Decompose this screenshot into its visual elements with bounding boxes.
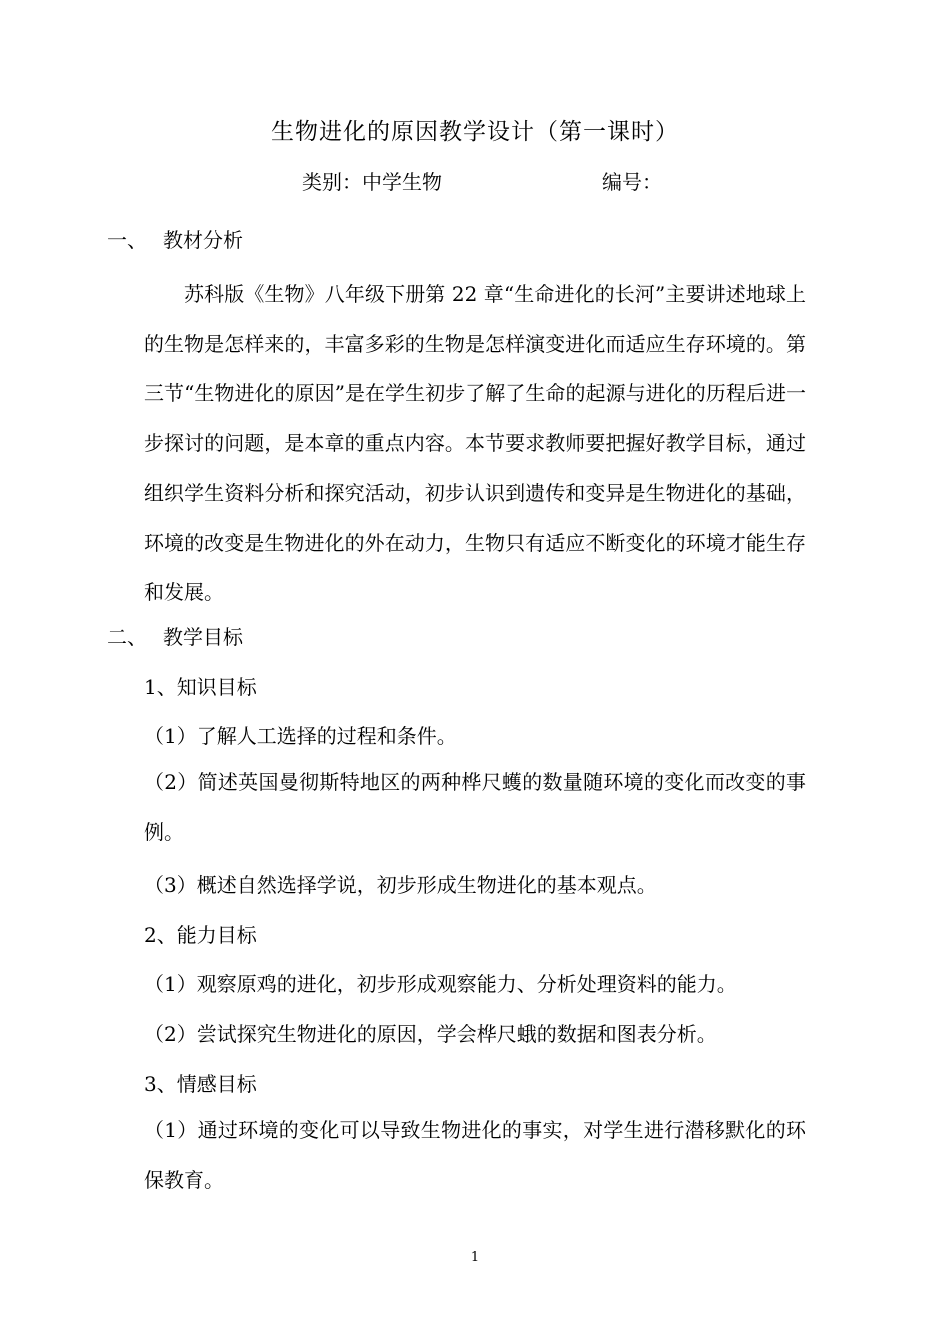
knowledge-item: （1）了解人工选择的过程和条件。: [144, 724, 457, 748]
knowledge-item: （2）简述英国曼彻斯特地区的两种桦尺蠖的数量随环境的变化而改变的事例。: [144, 770, 806, 844]
knowledge-objectives-label: 1、知识目标: [144, 675, 257, 699]
ability-item: （2）尝试探究生物进化的原因，学会桦尺蛾的数据和图表分析。: [144, 1022, 717, 1046]
category-label: 类别：中学生物: [302, 170, 442, 194]
section-title: 教学目标: [163, 625, 243, 649]
ability-item: （1）观察原鸡的进化，初步形成观察能力、分析处理资料的能力。: [144, 972, 737, 996]
emotion-objectives-label: 3、情感目标: [144, 1072, 257, 1096]
page-number: 1: [470, 1250, 480, 1265]
emotion-item: （1）通过环境的变化可以导致生物进化的事实，对学生进行潜移默化的环保教育。: [144, 1118, 806, 1192]
number-label: 编号：: [602, 170, 662, 194]
section-title: 教材分析: [163, 228, 243, 252]
document-title: 生物进化的原因教学设计（第一课时）: [271, 119, 679, 145]
section-number: 一、: [107, 228, 147, 252]
ability-objectives-label: 2、能力目标: [144, 923, 257, 947]
section-number: 二、: [107, 625, 147, 649]
knowledge-item: （3）概述自然选择学说，初步形成生物进化的基本观点。: [144, 873, 657, 897]
materials-analysis-paragraph: 苏科版《生物》八年级下册第 22 章“生命进化的长河”主要讲述地球上的生物是怎样来的，丰富多彩的生物是怎样演变进化而适应生存环境的。第三节“生物进化的原因”是在学生初步了解了生命的起源与进化的历程后进一步探讨的问题，是本章的重点内容。本节要求教师要把握好教学目标，通过组织学生资料分析和探究活动，初步认识到遗传和变异是生物进化的基础，环境的改变是生物进化的外在动力，生物只有适应不断变化的环境才能生存和发展。: [144, 282, 806, 605]
